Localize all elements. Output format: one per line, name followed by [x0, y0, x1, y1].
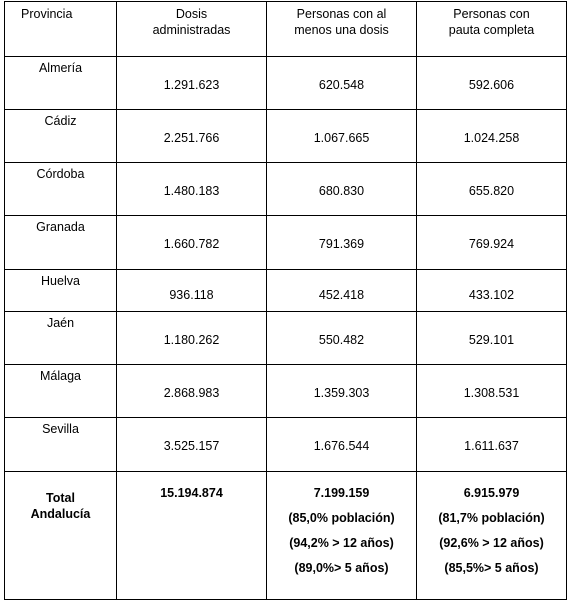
cell-una-dosis: 1.067.665	[313, 131, 370, 145]
table-row	[5, 365, 567, 418]
total-una-value: 7.199.159	[313, 486, 370, 500]
cell-dosis: 2.868.983	[163, 386, 220, 400]
header-pauta-line2: pauta completa	[448, 23, 535, 37]
cell-una-dosis: 1.359.303	[313, 386, 370, 400]
cell-pauta: 592.606	[468, 78, 515, 92]
header-una-line2: menos una dosis	[294, 23, 389, 37]
table-row	[5, 312, 567, 365]
cell-provincia: Huelva	[41, 274, 80, 288]
total-label-line2: Andalucía	[30, 507, 91, 521]
vaccination-table	[4, 1, 567, 600]
table-row	[5, 57, 567, 110]
cell-pauta: 1.308.531	[463, 386, 520, 400]
total-una-pct-12: (94,2% > 12 años)	[289, 536, 394, 550]
cell-provincia: Málaga	[40, 369, 81, 383]
cell-dosis: 3.525.157	[163, 439, 220, 453]
cell-provincia: Córdoba	[36, 167, 85, 181]
header-una-dosis	[267, 2, 417, 57]
cell-dosis: 1.180.262	[163, 333, 220, 347]
total-una-pct-5: (89,0%> 5 años)	[294, 561, 389, 575]
header-dosis	[117, 2, 267, 57]
header-pauta-completa	[417, 2, 567, 57]
cell-una-dosis: 791.369	[318, 237, 365, 251]
cell-provincia: Jaén	[46, 316, 75, 330]
cell-una-dosis: 1.676.544	[313, 439, 370, 453]
table-row	[5, 110, 567, 163]
cell-dosis: 1.291.623	[163, 78, 220, 92]
cell-una-dosis: 550.482	[318, 333, 365, 347]
cell-pauta: 1.611.637	[464, 439, 519, 453]
header-provincia-label: Provincia	[21, 7, 73, 21]
cell-dosis: 1.660.782	[163, 237, 220, 251]
total-label-cell	[5, 472, 117, 600]
cell-pauta: 655.820	[468, 184, 515, 198]
total-una-pct-poblacion: (85,0% población)	[288, 511, 395, 525]
cell-pauta: 769.924	[468, 237, 515, 251]
cell-una-dosis: 620.548	[318, 78, 365, 92]
header-row	[5, 2, 567, 57]
cell-una-dosis: 452.418	[318, 288, 365, 302]
cell-provincia: Sevilla	[42, 422, 79, 436]
total-pauta-pct-poblacion: (81,7% población)	[438, 511, 545, 525]
header-una-line1: Personas con al	[296, 7, 387, 21]
cell-una-dosis: 680.830	[318, 184, 365, 198]
total-dosis-cell	[117, 472, 267, 600]
cell-provincia: Granada	[36, 220, 85, 234]
cell-provincia: Cádiz	[44, 114, 77, 128]
cell-dosis: 936.118	[169, 288, 214, 302]
cell-pauta: 529.101	[468, 333, 515, 347]
table-row	[5, 270, 567, 312]
header-provincia	[5, 2, 117, 57]
cell-provincia: Almería	[38, 61, 83, 75]
total-row	[5, 472, 567, 600]
total-pauta-cell	[417, 472, 567, 600]
cell-dosis: 1.480.183	[163, 184, 220, 198]
table-row	[5, 216, 567, 270]
total-pauta-pct-5: (85,5%> 5 años)	[444, 561, 539, 575]
cell-dosis: 2.251.766	[163, 131, 220, 145]
cell-pauta: 433.102	[468, 288, 515, 302]
header-dosis-line2: administradas	[152, 23, 231, 37]
header-pauta-line1: Personas con	[453, 7, 530, 21]
total-label-line1: Total	[46, 491, 75, 505]
total-dosis: 15.194.874	[160, 486, 223, 500]
table-row	[5, 418, 567, 472]
total-pauta-pct-12: (92,6% > 12 años)	[439, 536, 544, 550]
total-una-dosis-cell	[267, 472, 417, 600]
table-row	[5, 163, 567, 216]
header-dosis-line1: Dosis	[175, 7, 208, 21]
total-pauta-value: 6.915.979	[463, 486, 520, 500]
cell-pauta: 1.024.258	[463, 131, 520, 145]
